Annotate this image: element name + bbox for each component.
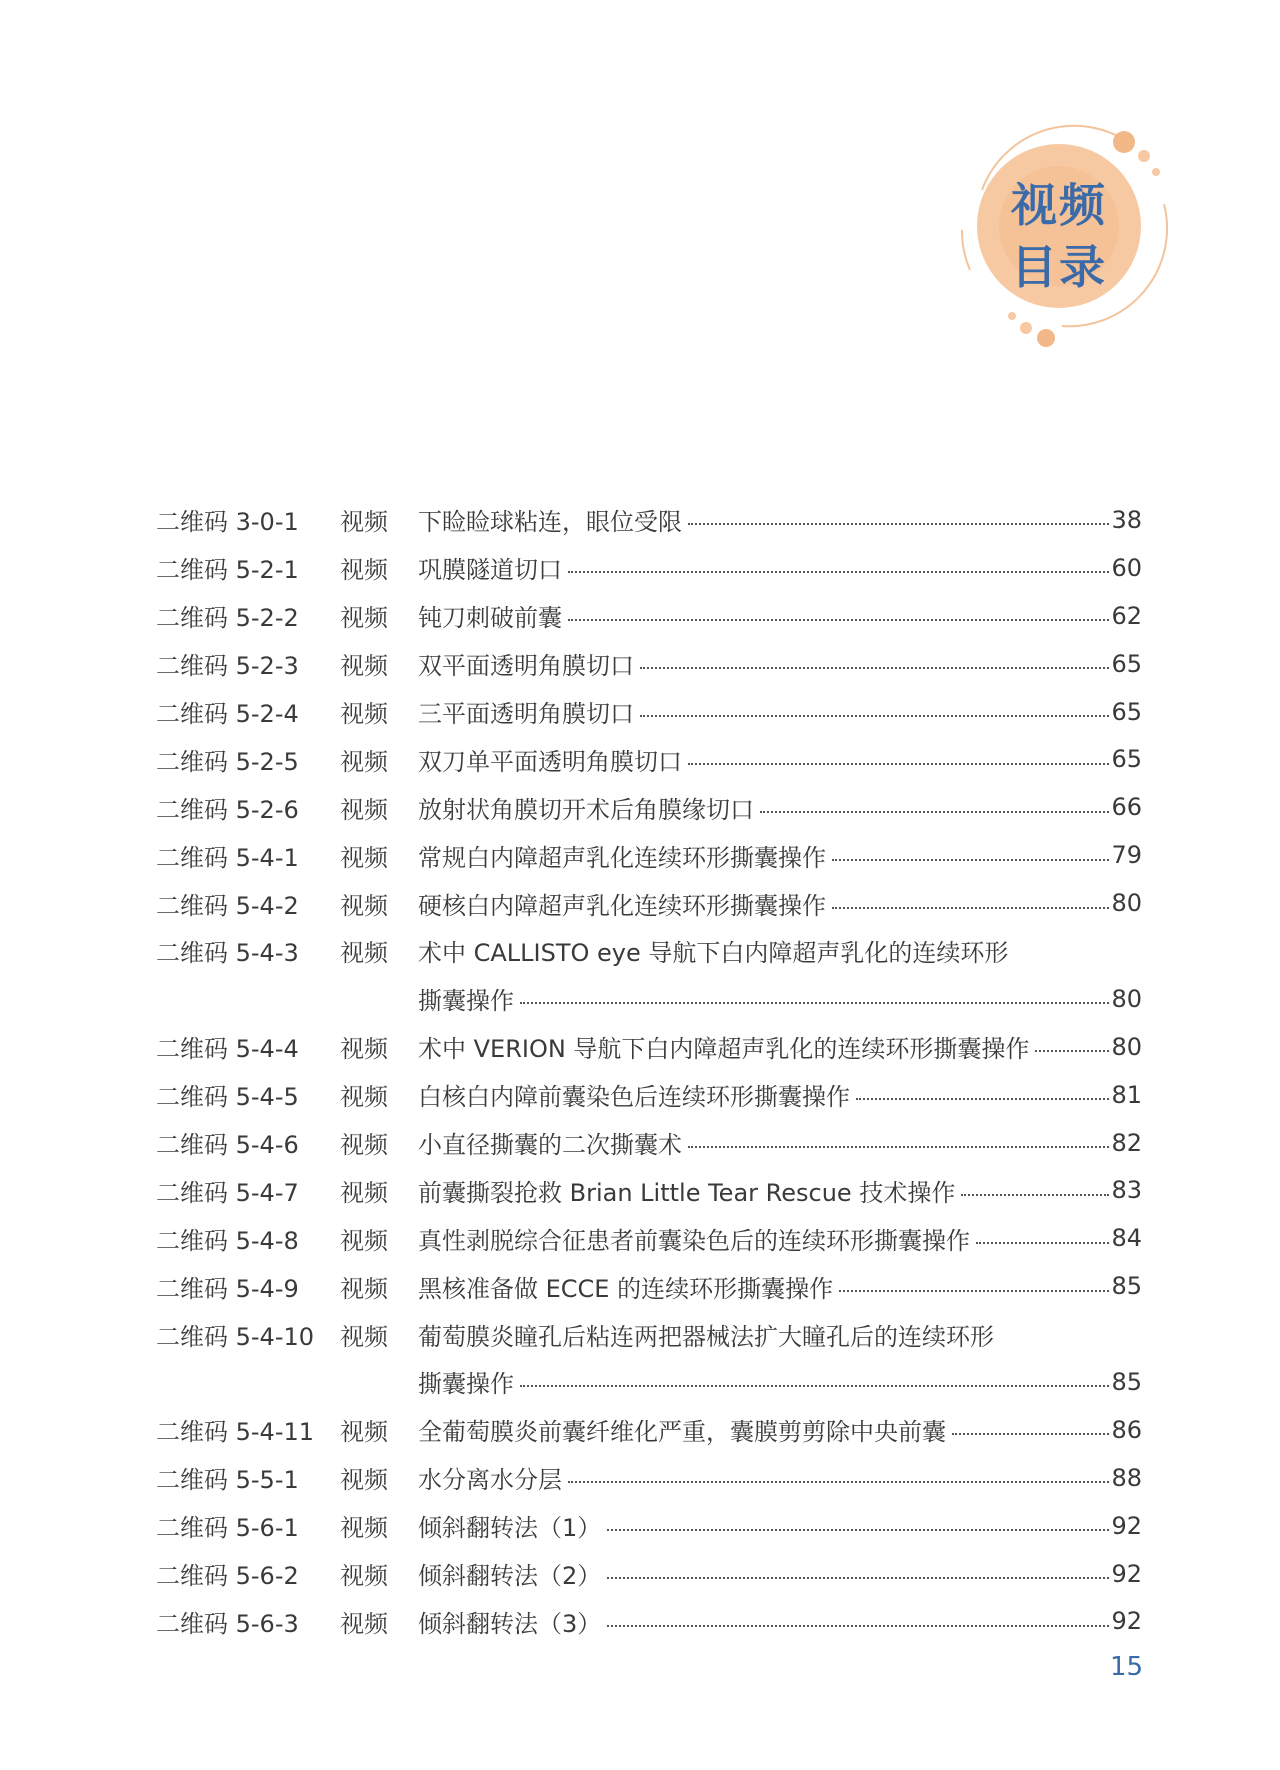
dot-leader (839, 1289, 1109, 1292)
dot-leader (520, 1384, 1109, 1387)
page-number: 80 (1111, 984, 1142, 1013)
toc-row-continuation[interactable] (156, 1358, 1142, 1406)
entry-title: 钝刀刺破前囊 (418, 604, 562, 633)
toc-row[interactable] (156, 879, 1142, 927)
dot-leader (568, 570, 1109, 573)
entry-title: 术中 CALLISTO eye 导航下白内障超声乳化的连续环形 (418, 939, 1009, 968)
entry-title: 真性剥脱综合征患者前囊染色后的连续环形撕囊操作 (418, 1226, 970, 1255)
page-number: 80 (1111, 889, 1142, 918)
page-number: 82 (1111, 1128, 1142, 1157)
dot-leader (832, 906, 1109, 909)
qr-code-label: 二维码 5-4-9 (156, 1274, 299, 1303)
entry-type: 视频 (340, 1609, 388, 1638)
entry-title: 倾斜翻转法（2） (418, 1562, 602, 1591)
dot-leader (856, 1097, 1109, 1100)
page-number: 92 (1111, 1559, 1142, 1588)
dot-leader (607, 1576, 1109, 1579)
dot-leader (568, 618, 1109, 621)
entry-type: 视频 (340, 556, 388, 585)
qr-code-label: 二维码 5-4-6 (156, 1131, 299, 1160)
toc-row[interactable] (156, 688, 1142, 736)
entry-title-cell (418, 981, 1142, 1016)
toc-row[interactable] (156, 1166, 1142, 1214)
toc-row[interactable] (156, 496, 1142, 544)
entry-title: 小直径撕囊的二次撕囊术 (418, 1131, 682, 1160)
entry-title-cell (418, 1604, 1142, 1639)
entry-title: 巩膜隧道切口 (418, 556, 562, 585)
qr-code-label: 二维码 5-4-4 (156, 1035, 299, 1064)
dot-leader (760, 810, 1109, 813)
badge-title (984, 174, 1134, 298)
toc-row[interactable] (156, 640, 1142, 688)
entry-type: 视频 (340, 1322, 388, 1351)
dot-leader (640, 714, 1109, 717)
page-number: 92 (1111, 1511, 1142, 1540)
entry-title-cell (418, 1508, 1142, 1543)
entry-title-cell (418, 1173, 1142, 1208)
entry-type: 视频 (340, 843, 388, 872)
dot-leader (640, 666, 1109, 669)
entry-title-cell (418, 646, 1142, 681)
toc-row[interactable] (156, 1119, 1142, 1167)
entry-type: 视频 (340, 1562, 388, 1591)
entry-title: 水分离水分层 (418, 1466, 562, 1495)
entry-title-cell (418, 598, 1142, 633)
page-number: 83 (1111, 1176, 1142, 1205)
toc-row[interactable] (156, 1071, 1142, 1119)
entry-title: 白核白内障前囊染色后连续环形撕囊操作 (418, 1083, 850, 1112)
qr-code-label: 二维码 5-4-5 (156, 1083, 299, 1112)
entry-title-cell (418, 1269, 1142, 1304)
qr-code-label: 二维码 5-2-2 (156, 604, 299, 633)
entry-title-cell (418, 1412, 1142, 1447)
entry-type: 视频 (340, 1226, 388, 1255)
entry-title: 下睑睑球粘连，眼位受限 (418, 508, 682, 537)
entry-title: 术中 VERION 导航下白内障超声乳化的连续环形撕囊操作 (418, 1035, 1030, 1064)
entry-title-cell (418, 694, 1142, 729)
toc-row[interactable] (156, 544, 1142, 592)
qr-code-label: 二维码 5-4-1 (156, 843, 299, 872)
entry-title: 黑核准备做 ECCE 的连续环形撕囊操作 (418, 1274, 834, 1303)
entry-title: 前囊撕裂抢救 Brian Little Tear Rescue 技术操作 (418, 1178, 956, 1207)
page-folio: 15 (1110, 1652, 1144, 1682)
entry-title-cell (418, 886, 1142, 921)
entry-title: 放射状角膜切开术后角膜缘切口 (418, 795, 754, 824)
section-badge (952, 120, 1182, 360)
video-toc-list (156, 496, 1142, 1645)
qr-code-label: 二维码 5-6-3 (156, 1609, 299, 1638)
badge-line-2: 目录 (1011, 240, 1107, 294)
entry-type: 视频 (340, 1514, 388, 1543)
toc-row[interactable] (156, 1023, 1142, 1071)
page-number: 65 (1111, 649, 1142, 678)
entry-title: 双平面透明角膜切口 (418, 652, 634, 681)
qr-code-label: 二维码 5-4-3 (156, 939, 299, 968)
entry-type: 视频 (340, 1035, 388, 1064)
dot-leader (688, 522, 1109, 525)
entry-title-cell (418, 502, 1142, 537)
entry-title-cell (418, 790, 1142, 825)
qr-code-label: 二维码 5-4-2 (156, 891, 299, 920)
entry-type: 视频 (340, 747, 388, 776)
page-number: 86 (1111, 1415, 1142, 1444)
dot-leader (520, 1001, 1109, 1004)
page-number: 92 (1111, 1607, 1142, 1636)
dot-leader (607, 1528, 1109, 1531)
page-number: 85 (1111, 1272, 1142, 1301)
qr-code-label: 二维码 5-2-3 (156, 652, 299, 681)
qr-code-label: 二维码 5-5-1 (156, 1466, 299, 1495)
entry-title: 全葡萄膜炎前囊纤维化严重，囊膜剪剪除中央前囊 (418, 1418, 946, 1447)
toc-row[interactable] (156, 735, 1142, 783)
toc-row[interactable] (156, 1550, 1142, 1598)
toc-row[interactable] (156, 1310, 1142, 1358)
qr-code-label: 二维码 5-2-4 (156, 700, 299, 728)
entry-title: 撕囊操作 (418, 987, 514, 1016)
dot-leader (688, 1145, 1109, 1148)
entry-title-cell (418, 1029, 1142, 1064)
entry-type: 视频 (340, 939, 388, 968)
entry-title-cell (418, 1125, 1142, 1160)
qr-code-label: 二维码 5-6-1 (156, 1514, 299, 1543)
page-number: 79 (1111, 841, 1142, 870)
toc-row[interactable] (156, 927, 1142, 975)
toc-row[interactable] (156, 1262, 1142, 1310)
entry-title: 倾斜翻转法（3） (418, 1609, 602, 1638)
toc-row[interactable] (156, 1454, 1142, 1502)
toc-row[interactable] (156, 1502, 1142, 1550)
page-number: 60 (1111, 553, 1142, 582)
entry-title: 三平面透明角膜切口 (418, 700, 634, 728)
qr-code-label: 二维码 5-4-8 (156, 1226, 299, 1255)
entry-title: 倾斜翻转法（1） (418, 1514, 602, 1543)
entry-type: 视频 (340, 1131, 388, 1160)
entry-type: 视频 (340, 1418, 388, 1447)
page-number: 88 (1111, 1463, 1142, 1492)
page-number: 81 (1111, 1080, 1142, 1109)
dot-leader (688, 762, 1109, 765)
dot-leader (976, 1241, 1109, 1244)
toc-row-continuation[interactable] (156, 975, 1142, 1023)
entry-type: 视频 (340, 1083, 388, 1112)
entry-title: 葡萄膜炎瞳孔后粘连两把器械法扩大瞳孔后的连续环形 (418, 1322, 994, 1351)
badge-line-1: 视频 (1011, 178, 1107, 232)
entry-type: 视频 (340, 795, 388, 824)
qr-code-label: 二维码 5-6-2 (156, 1562, 299, 1591)
entry-title: 双刀单平面透明角膜切口 (418, 747, 682, 776)
toc-row[interactable] (156, 831, 1142, 879)
entry-type: 视频 (340, 508, 388, 537)
dot-leader (832, 858, 1109, 861)
entry-type: 视频 (340, 1274, 388, 1303)
entry-title-cell (418, 550, 1142, 585)
page-number: 84 (1111, 1224, 1142, 1253)
page-number: 65 (1111, 697, 1142, 726)
entry-title-cell (418, 742, 1142, 777)
entry-title-cell (418, 933, 1142, 968)
entry-title-cell (418, 1077, 1142, 1112)
qr-code-label: 二维码 5-2-1 (156, 556, 299, 585)
page-number: 65 (1111, 745, 1142, 774)
entry-title-cell (418, 1317, 1142, 1352)
qr-code-label: 二维码 5-4-10 (156, 1322, 315, 1351)
page-number: 62 (1111, 601, 1142, 630)
entry-type: 视频 (340, 1178, 388, 1207)
entry-type: 视频 (340, 891, 388, 920)
entry-title-cell (418, 1364, 1142, 1399)
toc-row[interactable] (156, 1214, 1142, 1262)
entry-type: 视频 (340, 1466, 388, 1495)
entry-title: 常规白内障超声乳化连续环形撕囊操作 (418, 843, 826, 872)
entry-title: 硬核白内障超声乳化连续环形撕囊操作 (418, 891, 826, 920)
toc-row[interactable] (156, 592, 1142, 640)
entry-title-cell (418, 1460, 1142, 1495)
entry-type: 视频 (340, 604, 388, 633)
entry-title-cell (418, 838, 1142, 873)
page-number: 80 (1111, 1032, 1142, 1061)
dot-leader (607, 1624, 1109, 1627)
dot-leader (961, 1193, 1109, 1196)
toc-row[interactable] (156, 1597, 1142, 1645)
qr-code-label: 二维码 5-4-11 (156, 1418, 315, 1447)
dot-leader (952, 1432, 1109, 1435)
page-number: 38 (1111, 505, 1142, 534)
qr-code-label: 二维码 5-2-5 (156, 747, 299, 776)
toc-row[interactable] (156, 783, 1142, 831)
entry-title-cell (418, 1221, 1142, 1256)
entry-type: 视频 (340, 652, 388, 681)
qr-code-label: 二维码 5-2-6 (156, 795, 299, 824)
entry-title: 撕囊操作 (418, 1370, 514, 1399)
entry-type: 视频 (340, 700, 388, 728)
page-number: 85 (1111, 1367, 1142, 1396)
qr-code-label: 二维码 5-4-7 (156, 1178, 299, 1207)
page-number: 66 (1111, 793, 1142, 822)
dot-leader (568, 1480, 1109, 1483)
toc-row[interactable] (156, 1406, 1142, 1454)
dot-leader (1035, 1049, 1109, 1052)
entry-title-cell (418, 1556, 1142, 1591)
qr-code-label: 二维码 3-0-1 (156, 508, 299, 537)
